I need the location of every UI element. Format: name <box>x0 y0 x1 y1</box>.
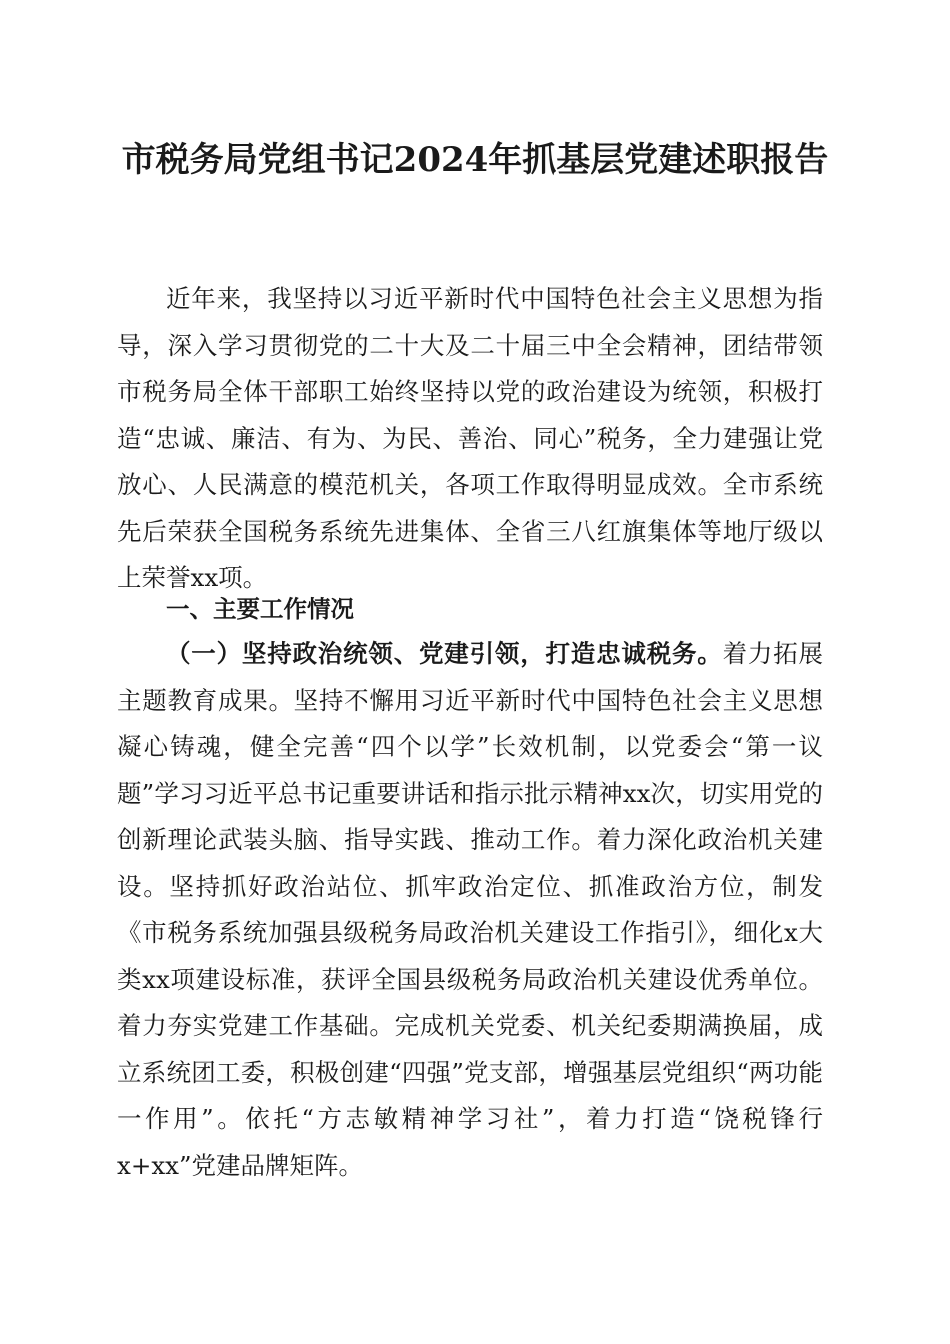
subsection-title: （一）坚持政治统领、党建引领，打造忠诚税务。 <box>166 639 723 668</box>
section-heading: 一、主要工作情况 <box>166 595 354 623</box>
subsection-paragraph <box>117 631 823 1189</box>
subsection-body: 着力拓展主题教育成果。坚持不懈用习近平新时代中国特色社会主义思想凝心铸魂，健全完善“四个以学”长效机制，以党委会“第一议题”学习习近平总书记重要讲话和指示批示精神xx次，切实用党的创新理论武装头脑、指导实践、推动工作。着力深化政治机关建设。坚持抓好政治站位、抓牢政治定位、抓准政治方位，制发《市税务系统加强县级税务局政治机关建设工作指引》，细化x大类xx项建设标准，获评全国县级税务局政治机关建设优秀单位。着力夯实党建工作基础。完成机关党委、机关纪委期满换届，成立系统团工委，积极创建“四强”党支部，增强基层党组织“两功能一作用”。依托“方志敏精神学习社”，着力打造“饶税锋行x+xx”党建品牌矩阵。 <box>117 639 824 1180</box>
document-title: 市税务局党组书记2024年抓基层党建述职报告 <box>121 140 829 180</box>
intro-paragraph: 近年来，我坚持以习近平新时代中国特色社会主义思想为指导，深入学习贯彻党的二十大及二十届三中全会精神，团结带领市税务局全体干部职工始终坚持以党的政治建设为统领，积极打造“忠诚、廉洁、有为、为民、善治、同心”税务，全力建强让党放心、人民满意的模范机关，各项工作取得明显成效。全市系统先后荣获全国税务系统先进集体、全省三八红旗集体等地厅级以上荣誉xx项。 <box>117 284 823 592</box>
